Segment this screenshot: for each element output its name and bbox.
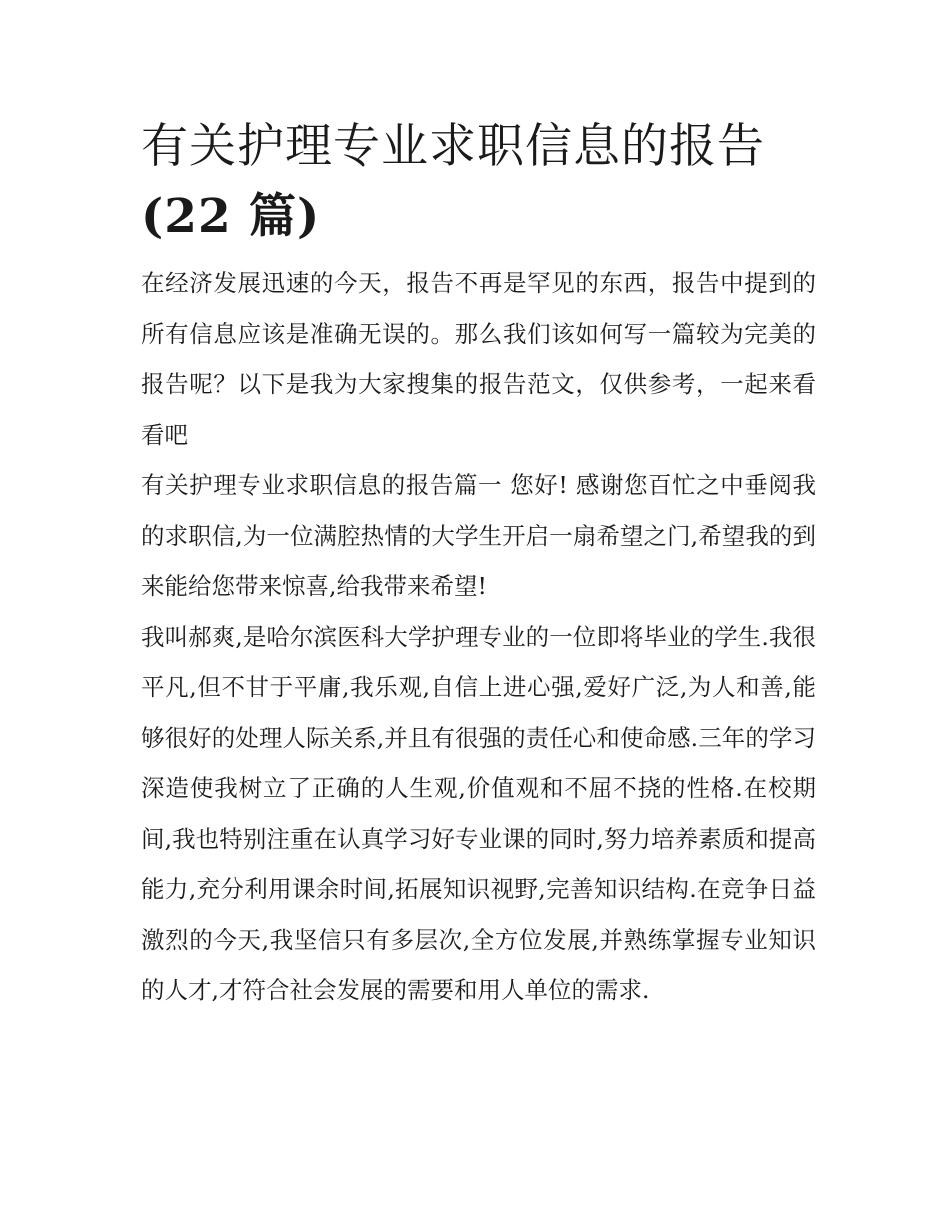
intro-paragraph: 在经济发展迅速的今天，报告不再是罕见的东西，报告中提到的所有信息应该是准确无误的。那么我们该如何写一篇较为完美的报告呢？以下是我为大家搜集的报告范文，仅供参考，一起来看看吧 [141, 269, 816, 449]
letter-opening-paragraph: 有关护理专业求职信息的报告篇一 您好! 感谢您百忙之中垂阅我的求职信,为一位满腔热情的大学生开启一扇希望之门,希望我的到来能给您带来惊喜,给我带来希望! [141, 471, 816, 600]
document-title [141, 112, 816, 252]
self-introduction-paragraph: 我叫郝爽,是哈尔滨医科大学护理专业的一位即将毕业的学生.我很平凡,但不甘于平庸,我乐观,自信上进心强,爱好广泛,为人和善,能够很好的处理人际关系,并且有很强的责任心和使命感.三年的学习深造使我树立了正确的人生观,价值观和不屈不挠的性格.在校期间,我也特别注重在认真学习好专业课的同时,努力培养素质和提高能力,充分利用课余时间,拓展知识视野,完善知识结构.在竞争日益激烈的今天,我坚信只有多层次,全方位发展,并熟练掌握专业知识的人才,才符合社会发展的需要和用人单位的需求. [141, 622, 816, 1004]
document-page [141, 112, 816, 1016]
title-line-1: 有关护理专业求职信息的报告 [141, 119, 765, 174]
document-body [141, 258, 816, 1016]
title-line-2: (22 篇) [141, 189, 321, 244]
